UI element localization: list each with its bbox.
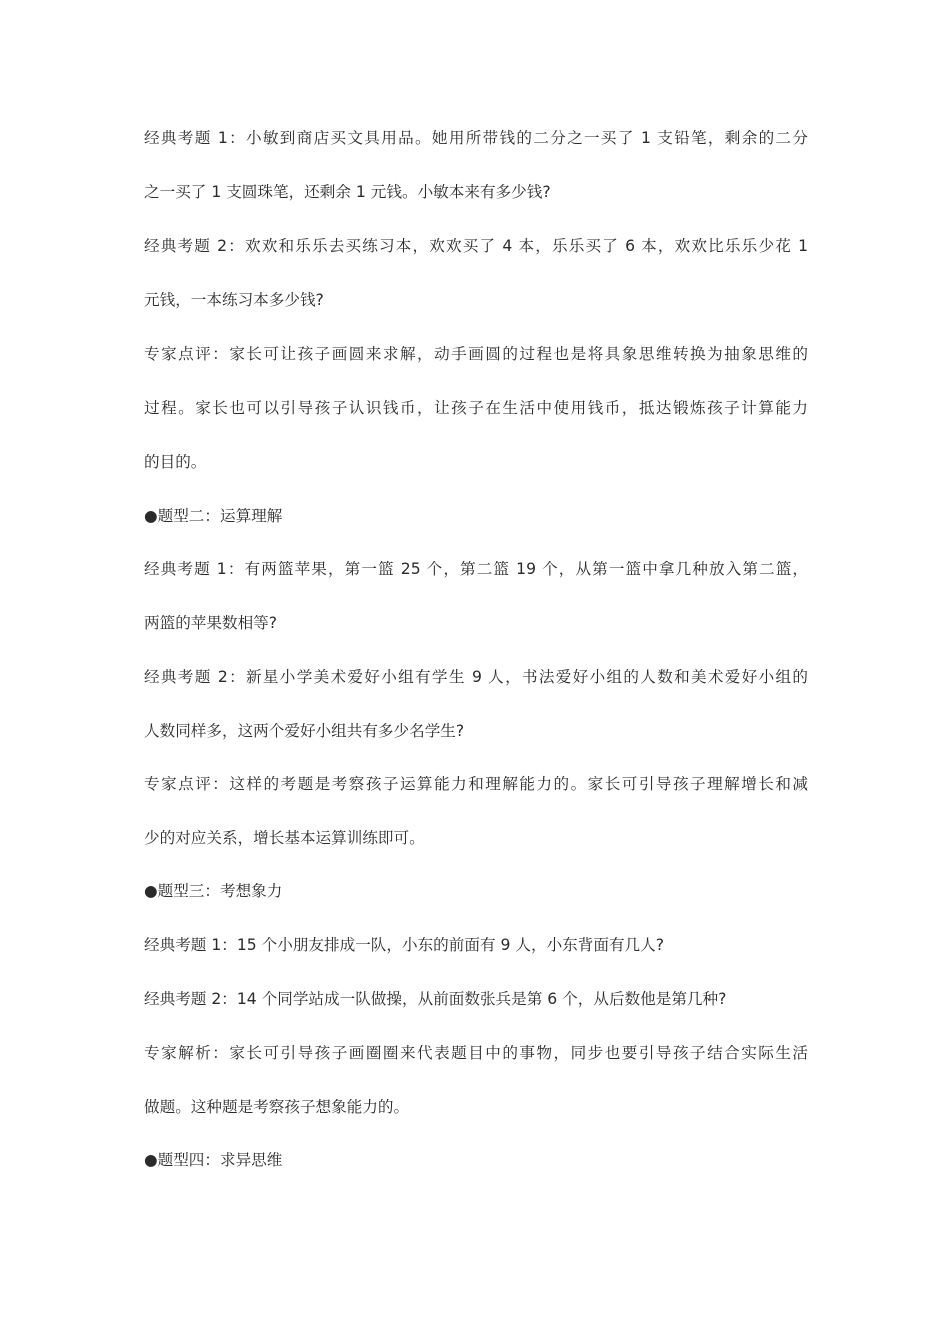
section-heading: ●题型四：求异思维 <box>144 1151 283 1169</box>
paragraph-line: 经典考题 1：有两篮苹果，第一篮 25 个，第二篮 19 个，从第一篮中拿几种放入第二篮， <box>144 560 808 578</box>
paragraph-line: 过程。家长也可以引导孩子认识钱币，让孩子在生活中使用钱币，抵达锻炼孩子计算能力 <box>144 399 808 417</box>
paragraph-line: 少的对应关系，增长基本运算训练即可。 <box>144 829 425 847</box>
paragraph-line: 元钱，一本练习本多少钱? <box>144 291 324 309</box>
paragraph-line: 经典考题 1：小敏到商店买文具用品。她用所带钱的二分之一买了 1 支铅笔，剩余的二分 <box>144 129 808 147</box>
paragraph-line: 的目的。 <box>144 453 207 471</box>
paragraph-line: 之一买了 1 支圆珠笔，还剩余 1 元钱。小敏本来有多少钱? <box>144 183 551 201</box>
paragraph-line: 经典考题 2：14 个同学站成一队做操，从前面数张兵是第 6 个，从后数他是第几种? <box>144 990 727 1008</box>
section-heading: ●题型二：运算理解 <box>144 507 283 525</box>
paragraph-line: 专家点评：这样的考题是考察孩子运算能力和理解能力的。家长可引导孩子理解增长和减 <box>144 775 808 793</box>
paragraph-line: 专家解析：家长可引导孩子画圈圈来代表题目中的事物，同步也要引导孩子结合实际生活 <box>144 1044 808 1062</box>
paragraph-line: 专家点评：家长可让孩子画圆来求解，动手画圆的过程也是将具象思维转换为抽象思维的 <box>144 345 808 363</box>
paragraph-line: 经典考题 2：新星小学美术爱好小组有学生 9 人，书法爱好小组的人数和美术爱好小组的 <box>144 668 808 686</box>
section-heading: ●题型三：考想象力 <box>144 882 283 900</box>
paragraph-line: 经典考题 1：15 个小朋友排成一队，小东的前面有 9 人，小东背面有几人? <box>144 936 665 954</box>
paragraph-line: 做题。这种题是考察孩子想象能力的。 <box>144 1098 410 1116</box>
paragraph-line: 经典考题 2：欢欢和乐乐去买练习本，欢欢买了 4 本，乐乐买了 6 本，欢欢比乐乐少花 1 <box>144 237 808 255</box>
paragraph-line: 两篮的苹果数相等? <box>144 614 278 632</box>
document-page <box>144 0 808 1344</box>
paragraph-line: 人数同样多，这两个爱好小组共有多少名学生? <box>144 722 465 740</box>
